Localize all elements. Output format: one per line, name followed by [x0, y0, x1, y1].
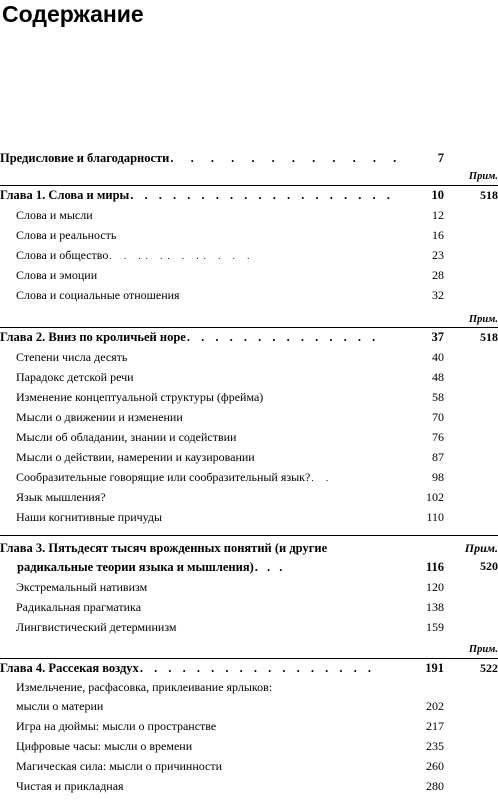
toc-section-entry[interactable] [0, 447, 444, 467]
toc-section-entry[interactable] [0, 427, 444, 447]
chapter-4-sections [0, 696, 444, 796]
toc-section-entry[interactable] [0, 756, 444, 776]
toc-section-entry[interactable] [0, 716, 444, 736]
section-label: Слова и эмоции [16, 268, 98, 282]
page-number: 76 [432, 430, 444, 444]
toc-section-entry[interactable] [0, 225, 444, 245]
section-label: мысли о материи [16, 699, 104, 713]
section-label: Парадокс детской речи [16, 370, 134, 384]
section-label: Язык мышления? [16, 490, 106, 504]
page-number: 217 [426, 719, 444, 733]
page-number: 120 [426, 580, 444, 594]
notes-page: 522 [480, 661, 498, 675]
toc-section-entry[interactable] [0, 617, 444, 637]
toc-section-entry[interactable] [0, 736, 444, 756]
page-number: 48 [432, 370, 444, 384]
toc-section-entry[interactable] [0, 467, 444, 487]
section-label: Слова и мысли [16, 208, 93, 222]
section-label: Лингвистический детерминизм [16, 620, 177, 634]
notes-label: Прим. [468, 171, 498, 182]
section-label: Степени числа десять [16, 350, 128, 364]
toc-section-entry[interactable] [0, 577, 444, 597]
page-number: 98 [432, 470, 444, 484]
preface-label: Предисловие и благодарности [0, 151, 170, 165]
page-number: 116 [425, 560, 444, 574]
toc-section-entry[interactable] [0, 776, 444, 796]
section-label: Изменение концептуальной структуры (фрейма) [16, 390, 264, 404]
page-number: 87 [432, 450, 444, 464]
section-label: Экстремальный нативизм [16, 580, 148, 594]
toc-section-entry[interactable] [0, 205, 444, 225]
page-number: 138 [426, 600, 444, 614]
section-label: Сообразительные говорящие или сообразительный язык? [16, 470, 311, 484]
page-number: 235 [426, 739, 444, 753]
notes-page: 518 [480, 330, 498, 344]
notes-page: 518 [480, 188, 498, 202]
section-label: Слова и реальность [16, 228, 117, 242]
page-title: Содержание [2, 1, 144, 27]
divider [0, 535, 498, 536]
page-number: 16 [432, 228, 444, 242]
notes-label: Прим. [468, 314, 498, 325]
section-label: Слова и общество [16, 248, 109, 262]
chapter-4-entry[interactable] [0, 658, 444, 678]
page-number: 28 [432, 268, 444, 282]
section-label: Наши когнитивные причуды [16, 510, 163, 524]
toc-section-entry[interactable] [0, 285, 444, 305]
chapter-1-entry[interactable] [0, 185, 444, 205]
page-number: 102 [426, 490, 444, 504]
leader-dots: . . . . . . . . . . . . . . . . . . . [130, 188, 394, 202]
toc-section-entry[interactable] [0, 407, 444, 427]
section-label: Цифровые часы: мысли о времени [16, 739, 193, 753]
page-number: 32 [432, 288, 444, 302]
chapter-3-sections [0, 577, 444, 637]
page-number: 70 [432, 410, 444, 424]
toc-section-entry[interactable] [0, 245, 444, 265]
section-label: Магическая сила: мысли о причинности [16, 759, 223, 773]
leader-dots: . . [311, 473, 334, 483]
toc-section-entry[interactable] [0, 265, 444, 285]
chapter-title-line-1: Глава 3. Пятьдесят тысяч врожденных понятий (и другие [0, 541, 328, 555]
leader-dots: . . . . . . . . . . . . . . . . . [139, 661, 375, 675]
chapter-2-entry[interactable] [0, 327, 444, 347]
section-label: Чистая и прикладная [16, 779, 124, 793]
section-label: Мысли об обладании, знании и содействии [16, 430, 237, 444]
section-label: Мысли о действии, намерении и каузировании [16, 450, 255, 464]
page-number: 280 [426, 779, 444, 793]
section-label: Слова и социальные отношения [16, 288, 180, 302]
page-number: 202 [426, 699, 444, 713]
page-number: 10 [431, 188, 444, 202]
chapter-title: Глава 2. Вниз по кроличьей норе [0, 330, 186, 344]
chapter-title: Глава 4. Рассекая воздух [0, 661, 139, 675]
leader-dots: . . . . . . . . . . . . . . [186, 330, 380, 344]
page-number: 37 [431, 330, 444, 344]
page-number: 260 [426, 759, 444, 773]
leader-dots: . . . . . . . . . . . . [170, 151, 404, 165]
chapter-title: Глава 1. Слова и миры [0, 188, 130, 202]
page-number: 58 [432, 390, 444, 404]
toc-section-entry[interactable] [0, 696, 444, 716]
chapter-2-sections [0, 347, 444, 527]
chapter-1-sections [0, 205, 444, 305]
section-label: Радикальная прагматика [16, 600, 142, 614]
notes-page: 520 [480, 559, 498, 573]
page-number: 110 [426, 510, 444, 524]
leader-dots: . . . [254, 560, 286, 574]
page-number: 7 [437, 151, 444, 165]
toc-section-entry[interactable] [0, 387, 444, 407]
toc-section-entry[interactable] [0, 367, 444, 387]
section-label: Игра на дюймы: мысли о пространстве [16, 719, 217, 733]
preface-entry[interactable] [0, 148, 444, 168]
page-number: 23 [432, 248, 444, 262]
page-number: 40 [432, 350, 444, 364]
page-number: 159 [426, 620, 444, 634]
section-label: Мысли о движении и изменении [16, 410, 183, 424]
toc-section-entry[interactable] [0, 487, 444, 507]
page-number: 12 [432, 208, 444, 222]
toc-section-entry[interactable] [0, 597, 444, 617]
chapter-3-entry[interactable] [0, 539, 444, 577]
leader-dots: . . .. .. . .. . . . [109, 251, 255, 261]
toc-section-entry[interactable] [0, 347, 444, 367]
toc-section-entry[interactable] [0, 507, 444, 527]
notes-label: Прим. [464, 541, 498, 555]
section-label-line-1: Измельчение, расфасовка, приклеивание ярлыков: [16, 680, 273, 694]
notes-label: Прим. [468, 644, 498, 655]
page-number: 191 [425, 661, 444, 675]
chapter-title-line-2: радикальные теории языка и мышления) [17, 560, 254, 574]
